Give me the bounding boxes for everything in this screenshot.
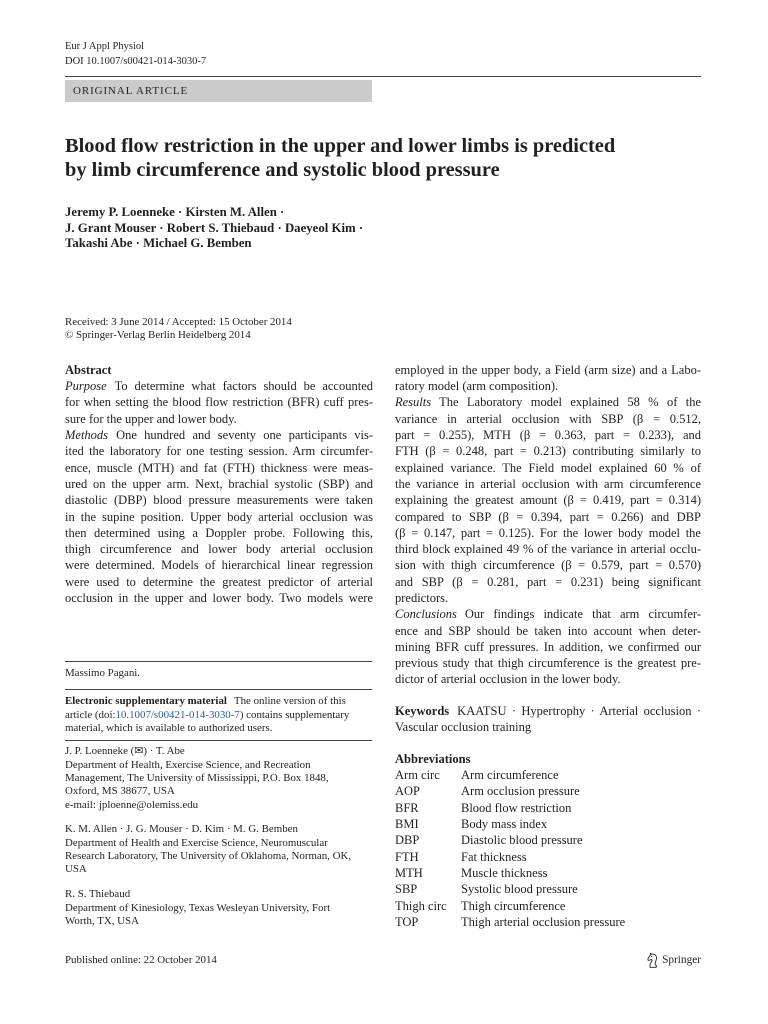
abbreviation-term: TOP xyxy=(395,914,419,929)
abstract-line: ence and SBP should be taken into account when deter- xyxy=(395,623,701,638)
abstract-line: previous study that thigh circumference is the greatest pre- xyxy=(395,656,701,671)
esm-line xyxy=(65,695,373,708)
abbreviation-definition: Arm occlusion pressure xyxy=(461,784,580,799)
affiliation-line: Research Laboratory, The University of Oklahoma, Norman, OK, xyxy=(65,850,352,863)
abstract-line xyxy=(65,378,373,394)
abstract-line: (β = 0.147, part = 0.125). For the lower body model the xyxy=(395,525,701,540)
article-type-box xyxy=(65,80,372,102)
abstract-line: occlusion in the upper and lower body. Two models were xyxy=(65,591,373,605)
affiliation-line: USA xyxy=(65,863,87,876)
abbreviation-row xyxy=(395,849,701,865)
keywords-line xyxy=(395,703,701,719)
affiliation-line: Worth, TX, USA xyxy=(65,915,139,928)
keywords-block xyxy=(395,703,701,736)
abbreviation-row xyxy=(395,816,701,832)
abbreviation-row xyxy=(395,881,701,897)
abstract-line: ence, muscle (MTH) and fat (FTH) thickness were meas- xyxy=(65,460,373,475)
abstract-line: part = 0.255), MTH (β = 0.363, part = 0.233), and xyxy=(395,428,701,443)
footnote-rule xyxy=(65,661,372,662)
author-line: Jeremy P. Loenneke · Kirsten M. Allen · xyxy=(65,205,285,220)
affiliation-block xyxy=(65,888,373,928)
abstract-line: third block explained 49 % of the variance in arterial occlu- xyxy=(395,542,701,557)
email-line xyxy=(65,799,373,812)
article-title xyxy=(65,134,725,182)
abbreviations-heading: Abbreviations xyxy=(395,751,471,766)
abstract-line: were determined. Models of hierarchical linear regression xyxy=(65,558,373,573)
affiliation-line: Department of Kinesiology, Texas Wesleyan University, Fort xyxy=(65,901,331,914)
abstract-line: FTH (β = 0.248, part = 0.213) contributing similarly to xyxy=(395,444,701,459)
esm-text: The online version of this xyxy=(233,695,346,708)
abstract-line: diastolic (DBP) blood pressure measurements were taken xyxy=(65,493,373,508)
title-line: by limb circumference and systolic blood pressure xyxy=(65,159,500,181)
journal-header xyxy=(65,39,206,69)
abbreviations-block xyxy=(395,751,701,930)
abbreviation-term: Arm circ xyxy=(395,768,440,783)
abbreviation-definition: Blood flow restriction xyxy=(461,800,572,815)
abbreviation-row xyxy=(395,914,701,930)
author-line: J. Grant Mouser · Robert S. Thiebaud · Daeyeol Kim · xyxy=(65,220,364,235)
abstract-line xyxy=(395,606,701,622)
received-accepted: Received: 3 June 2014 / Accepted: 15 October 2014 xyxy=(65,315,292,328)
editor-name: Massimo Pagani. xyxy=(65,667,141,680)
abstract-line-text: To determine what factors should be accounted xyxy=(114,379,373,394)
abstract-right-column xyxy=(395,362,701,688)
author-line: Takashi Abe · Michael G. Bemben xyxy=(65,236,252,251)
abbreviation-term: Thigh circ xyxy=(395,898,447,913)
abbreviation-definition: Arm circumference xyxy=(461,768,559,783)
esm-note xyxy=(65,695,373,735)
affiliation-authors: K. M. Allen · J. G. Mouser · D. Kim · M. G. Bemben xyxy=(65,823,298,836)
abstract-line: ratory model (arm composition). xyxy=(395,379,559,394)
abstract-line: sion with thigh circumference (β = 0.579, part = 0.570) xyxy=(395,558,701,573)
abbreviation-term: SBP xyxy=(395,882,418,897)
abbreviation-definition: Muscle thickness xyxy=(461,865,548,880)
affiliation-line: Oxford, MS 38677, USA xyxy=(65,785,175,798)
keywords-line: Vascular occlusion training xyxy=(395,720,532,735)
abbreviation-term: FTH xyxy=(395,849,419,864)
header-rule xyxy=(65,76,701,77)
abbreviation-term: AOP xyxy=(395,784,421,799)
abstract-line: and SBP (β = 0.281, part = 0.231) being significant xyxy=(395,574,701,589)
conclusions-label: Conclusions xyxy=(395,607,457,622)
abstract-line: for when setting the blood flow restriction (BFR) cuff pres- xyxy=(65,395,373,410)
affiliation-block xyxy=(65,745,373,812)
article-dates xyxy=(65,316,292,342)
methods-label: Methods xyxy=(65,428,109,443)
copyright-line: © Springer-Verlag Berlin Heidelberg 2014 xyxy=(65,328,251,341)
abstract-line: explaining the greatest amount (β = 0.419, part = 0.314) xyxy=(395,493,701,508)
abbreviation-definition: Systolic blood pressure xyxy=(461,882,578,897)
abstract-line: were used to determine the greatest predictor of arterial xyxy=(65,574,373,589)
abstract-line: then determined using a Doppler probe. Following this, xyxy=(65,525,373,540)
abbreviation-row xyxy=(395,767,701,783)
abstract-line-text: The Laboratory model explained 58 % of the xyxy=(439,395,701,410)
abstract-line: mining BFR cuff pressures. In addition, we confirmed our xyxy=(395,639,701,654)
abstract-line: predictors. xyxy=(395,591,449,605)
abstract-left-column xyxy=(65,362,373,606)
affiliation-authors: R. S. Thiebaud xyxy=(65,888,131,901)
abbreviation-term: BFR xyxy=(395,800,419,815)
article-doi: DOI 10.1007/s00421-014-3030-7 xyxy=(65,56,207,67)
abbreviation-definition: Diastolic blood pressure xyxy=(461,833,583,848)
abstract-line: in the supine position. Upper body arterial occlusion was xyxy=(65,509,373,524)
published-online: Published online: 22 October 2014 xyxy=(65,954,217,966)
abbreviation-definition: Body mass index xyxy=(461,817,548,832)
abbreviation-row xyxy=(395,832,701,848)
abbreviation-definition: Fat thickness xyxy=(461,849,527,864)
affiliation-line: Management, The University of Mississippi, P.O. Box 1848, xyxy=(65,772,329,785)
abbreviation-term: MTH xyxy=(395,865,423,880)
abbreviation-row xyxy=(395,865,701,881)
publisher-name: Springer xyxy=(662,954,701,966)
author-list xyxy=(65,205,705,252)
doi-link[interactable]: 10.1007/s00421-014-3030-7 xyxy=(115,708,240,721)
footnote-rule xyxy=(65,740,372,741)
abstract-heading: Abstract xyxy=(65,362,112,377)
affiliation-block xyxy=(65,823,373,877)
abstract-line: ured on the upper arm. Next, brachial systolic (SBP) and xyxy=(65,476,373,491)
abbreviation-definition: Thigh arterial occlusion pressure xyxy=(461,914,626,929)
springer-horse-icon xyxy=(647,953,658,968)
abstract-line: variance in arterial occlusion with SBP (β = 0.512, xyxy=(395,411,701,426)
esm-line: material, which is available to authorized users. xyxy=(65,722,273,735)
abbreviation-row xyxy=(395,783,701,799)
abstract-line: dictor of arterial occlusion in the lower body. xyxy=(395,672,621,687)
affiliation-line: Department of Health and Exercise Science, Neuromuscular xyxy=(65,836,328,849)
affiliation-authors: J. P. Loenneke (✉) · T. Abe xyxy=(65,745,185,758)
abstract-line: the variance in arterial occlusion with arm circumference xyxy=(395,476,701,491)
publisher-mark xyxy=(647,952,701,968)
affiliation-line: Department of Health, Exercise Science, and Recreation xyxy=(65,758,311,771)
abstract-line: sure for the upper and lower body. xyxy=(65,411,237,426)
keywords-label: Keywords xyxy=(395,703,450,718)
editor-note xyxy=(65,667,373,680)
esm-line xyxy=(65,709,373,722)
email-link[interactable]: jploenne@olemiss.edu xyxy=(98,798,199,811)
esm-text: ) contains supplementary xyxy=(239,708,350,721)
journal-name: Eur J Appl Physiol xyxy=(65,41,145,52)
abstract-line: compared to SBP (β = 0.394, part = 0.266) and DBP xyxy=(395,509,701,524)
title-line: Blood flow restriction in the upper and lower limbs is predicted xyxy=(65,135,616,157)
abbreviation-row xyxy=(395,898,701,914)
abstract-line: thigh circumference and lower body arterial occlusion xyxy=(65,542,373,557)
abstract-line xyxy=(395,394,701,410)
abbreviation-row xyxy=(395,800,701,816)
purpose-label: Purpose xyxy=(65,379,107,394)
results-label: Results xyxy=(395,395,432,410)
abbreviation-term: DBP xyxy=(395,833,420,848)
abbreviation-term: BMI xyxy=(395,817,419,832)
abstract-line-text: One hundred and seventy one participants vis- xyxy=(116,428,373,443)
esm-text: article (doi: xyxy=(65,708,116,721)
esm-label: Electronic supplementary material xyxy=(65,695,227,708)
abbreviation-definition: Thigh circumference xyxy=(461,898,566,913)
abstract-line: explained variance. The Field model explained 60 % of xyxy=(395,460,701,475)
email-label: e-mail: xyxy=(65,798,96,811)
abstract-line xyxy=(65,427,373,443)
abstract-line-text: Our findings indicate that arm circumfer- xyxy=(464,607,701,622)
footnote-rule xyxy=(65,689,372,690)
article-type-label: ORIGINAL ARTICLE xyxy=(73,85,189,97)
keywords-text: KAATSU · Hypertrophy · Arterial occlusion · xyxy=(457,703,701,718)
abstract-line: employed in the upper body, a Field (arm size) and a Labo- xyxy=(395,362,701,377)
abstract-line: ited the laboratory for one testing session. Arm circumfer- xyxy=(65,444,373,459)
